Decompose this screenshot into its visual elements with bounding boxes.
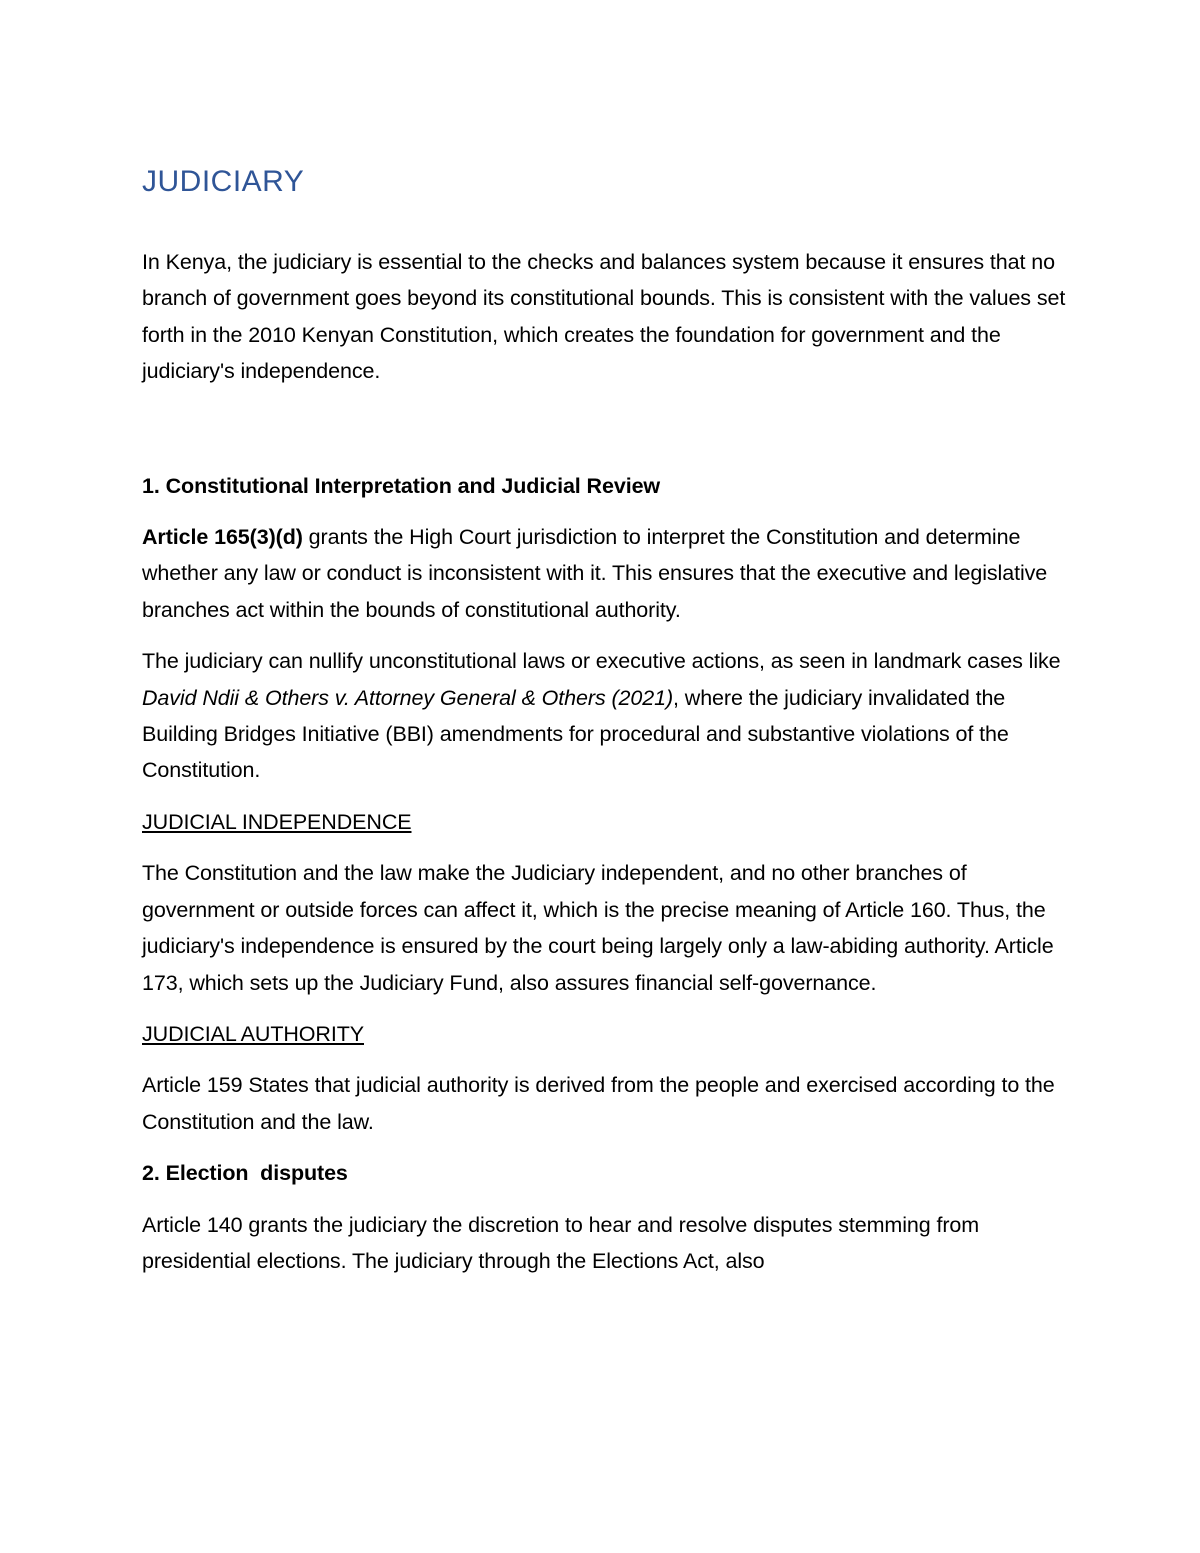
nullify-text-end: , where the judiciary invalidated the Building Bridges Initiative (BBI) amendments for procedural and substantive violations of the Constitution. bbox=[142, 685, 1009, 783]
nullify-text-start: The judiciary can nullify unconstitutional laws or executive actions, as seen in landmark cases like bbox=[142, 649, 1061, 674]
nullify-paragraph bbox=[142, 643, 1072, 789]
election-disputes-paragraph: Article 140 grants the judiciary the discretion to hear and resolve disputes stemming from presidential elections. The judiciary through the Elections Act, also bbox=[142, 1212, 980, 1273]
judicial-authority-heading: JUDICIAL AUTHORITY bbox=[142, 1021, 364, 1046]
intro-paragraph: In Kenya, the judiciary is essential to the checks and balances system because it ensures that no branch of government goes beyond its constitutional bounds. This is consistent with the values set forth in the 2010 Kenyan Constitution, which creates the foundation for government and the judiciary's independence. bbox=[142, 250, 1066, 384]
judicial-independence-paragraph: The Constitution and the law make the Judiciary independent, and no other branches of government or outside forces can affect it, which is the precise meaning of Article 160. Thus, the judiciary's independence is ensured by the court being largely only a law-abiding authority. Article 173, which sets up the Judiciary Fund, also assures financial self-governance. bbox=[142, 861, 1054, 995]
article-165-paragraph bbox=[142, 519, 1072, 628]
judicial-authority-paragraph: Article 159 States that judicial authority is derived from the people and exercised according to the Constitution and the law. bbox=[142, 1073, 1055, 1134]
article-165-text: grants the High Court jurisdiction to interpret the Constitution and determine whether any law or conduct is inconsistent with it. This ensures that the executive and legislative branches act within the bounds of constitutional authority. bbox=[142, 525, 1048, 622]
judicial-independence-heading: JUDICIAL INDEPENDENCE bbox=[142, 809, 412, 834]
document-title: JUDICIARY bbox=[142, 165, 305, 198]
section-heading-election-disputes: 2. Election disputes bbox=[142, 1161, 348, 1186]
case-citation: David Ndii & Others v. Attorney General & Others (2021) bbox=[142, 685, 674, 710]
article-165-reference: Article 165(3)(d) bbox=[142, 525, 303, 550]
section-heading-constitutional-interpretation: 1. Constitutional Interpretation and Judicial Review bbox=[142, 473, 661, 498]
document-page bbox=[142, 160, 1072, 1294]
